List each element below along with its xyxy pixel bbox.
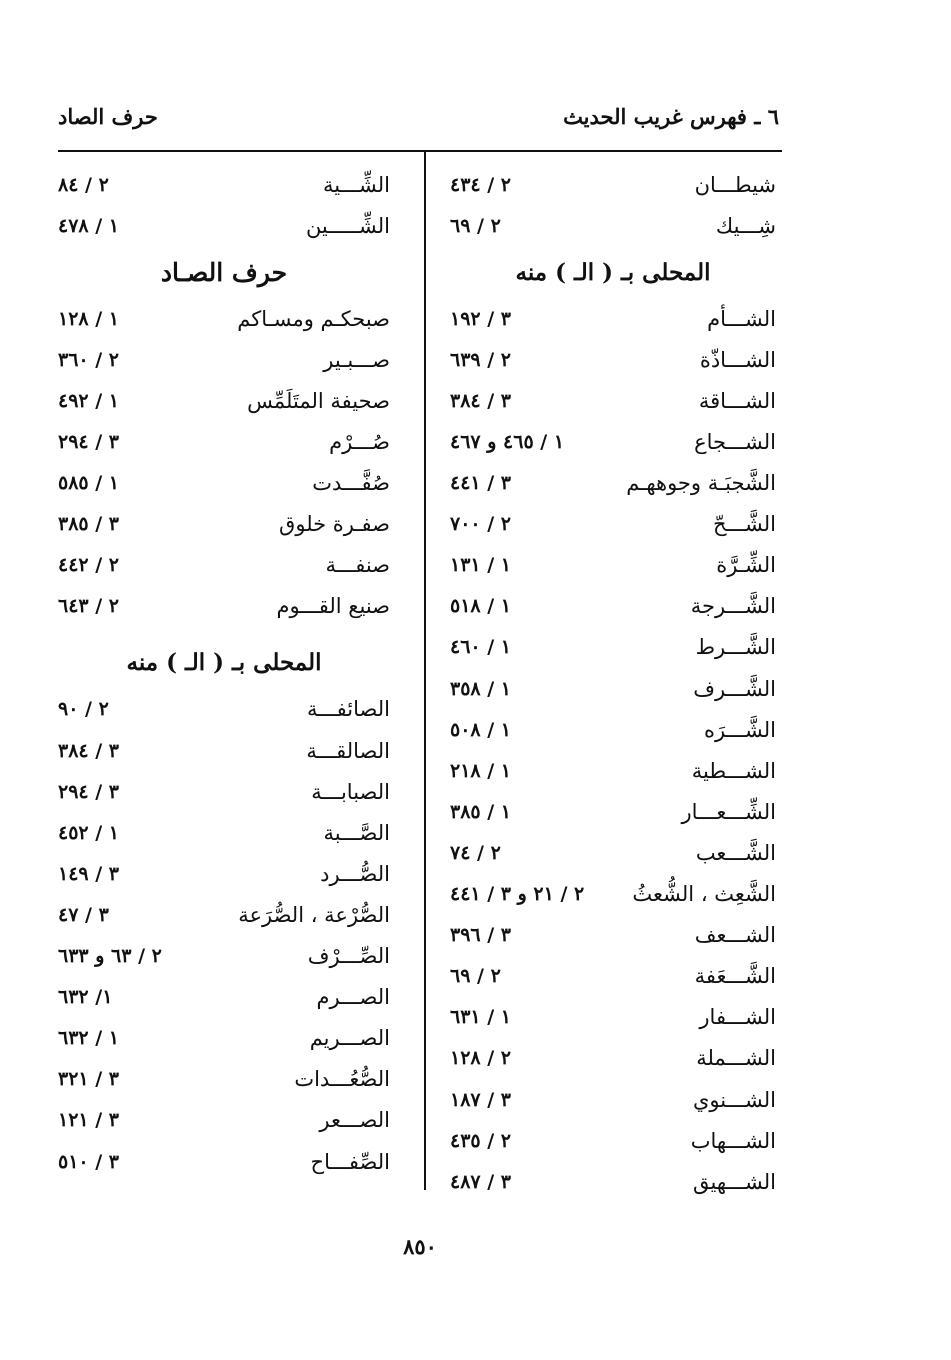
index-entry <box>450 504 776 545</box>
index-entry <box>58 380 390 421</box>
entry-word: الصـــريم <box>309 1026 390 1051</box>
entry-reference: ١ / ٣٨٥ <box>450 800 512 823</box>
entry-word: الشـــاقة <box>698 388 776 413</box>
entry-reference: ٣ / ٣٢١ <box>58 1068 120 1091</box>
page-number: ٨٥٠ <box>403 1234 437 1259</box>
index-entry <box>58 545 390 586</box>
index-entry <box>450 339 776 380</box>
entry-word: الشِّـرَّة <box>716 553 776 578</box>
entry-reference: ١ / ٦٣١ <box>450 1006 512 1029</box>
index-entry <box>450 298 776 339</box>
entry-word: الشـــاذّة <box>699 347 776 372</box>
entry-reference: ١ / ١٣١ <box>450 554 512 577</box>
index-entry <box>58 339 390 380</box>
entry-reference: ٢ / ٣٦٠ <box>58 348 120 371</box>
entry-word: شِـــيك <box>715 213 776 238</box>
index-entry <box>58 1141 390 1182</box>
right-column <box>450 164 776 1202</box>
entry-word: الصُّعُـــدات <box>294 1067 390 1092</box>
right-column-section-heading: المحلى بـ ( الـ ) منه <box>515 258 711 286</box>
left-column-subsection-entries <box>58 689 390 1182</box>
entry-word: صُفَّـــدت <box>312 471 390 496</box>
index-entry <box>58 463 390 504</box>
index-entry <box>58 894 390 935</box>
index-entry <box>58 298 390 339</box>
entry-reference: ٢ / ٤٤٢ <box>58 554 120 577</box>
entry-word: الشَّـــرَه <box>703 717 776 742</box>
section-spacer <box>58 627 390 637</box>
left-column-top-entries <box>58 164 390 246</box>
entry-word: الشـــهيق <box>693 1169 776 1194</box>
entry-reference: ٢ / ٤٣٤ <box>450 173 512 196</box>
index-entry <box>450 627 776 668</box>
index-entry <box>450 956 776 997</box>
entry-word: الصـــرم <box>316 985 390 1010</box>
entry-reference: ١ / ٥٨٥ <box>58 472 120 495</box>
entry-reference: ٣ / ٤٧ <box>58 903 109 926</box>
entry-word: الشـــملة <box>696 1046 776 1071</box>
index-entry <box>58 977 390 1018</box>
index-entry <box>450 463 776 504</box>
entry-reference: ٣ / ١٩٢ <box>450 307 512 330</box>
entry-reference: ١ / ٦٣٢ <box>58 1027 120 1050</box>
entry-reference: ٢ / ٨٤ <box>58 173 109 196</box>
entry-reference: ٢ / ٦٩ <box>450 214 501 237</box>
entry-word: الشـــفار <box>699 1005 776 1030</box>
index-entry <box>58 936 390 977</box>
entry-reference: ١ / ٢١٨ <box>450 759 512 782</box>
index-entry <box>58 771 390 812</box>
index-entry <box>450 1161 776 1202</box>
index-entry <box>58 730 390 771</box>
index-entry <box>450 997 776 1038</box>
entry-reference: ٣ / ٣٨٤ <box>450 389 512 412</box>
left-column-subsection-heading: المحلى بـ ( الـ ) منه <box>126 649 322 677</box>
index-entry <box>450 164 776 205</box>
entry-word: صحيفة المتَلَمِّس <box>247 388 390 413</box>
entry-reference: ١ / ٥٠٨ <box>450 718 512 741</box>
entry-word: الصُّـــرد <box>320 861 390 886</box>
entry-word: الشَّـــرف <box>693 676 776 701</box>
entry-word: الشِّـــــين <box>305 213 390 238</box>
column-divider <box>424 152 426 1190</box>
entry-reference: ٢ / ٦٣٩ <box>450 348 512 371</box>
entry-reference: ٣ / ١٨٧ <box>450 1088 512 1111</box>
entry-word: الصِّفـــاح <box>310 1149 390 1174</box>
entry-reference: ٣ / ٥١٠ <box>58 1150 120 1173</box>
index-entry <box>58 1100 390 1141</box>
entry-reference: ٣ / ٣٩٦ <box>450 924 512 947</box>
entry-reference: ٣ / ١٤٩ <box>58 862 120 885</box>
entry-word: الشَّجبَـة وجوههـم <box>626 471 776 496</box>
right-column-entries <box>450 298 776 1202</box>
running-header-title: ٦ ـ فهرس غريب الحديث <box>563 104 779 129</box>
index-entry <box>450 1038 776 1079</box>
left-column-section-heading: حرف الصـاد <box>160 257 288 287</box>
index-entry <box>450 915 776 956</box>
index-entry <box>450 205 776 246</box>
entry-word: الشـــأم <box>707 306 776 331</box>
entry-word: صنيع القـــوم <box>276 594 390 619</box>
entry-word: الشـــطية <box>691 758 776 783</box>
entry-word: الشـــجاع <box>694 430 776 455</box>
index-entry <box>450 832 776 873</box>
entry-word: الشَّـــعَفة <box>694 964 776 989</box>
entry-word: صـــبـير <box>323 347 390 372</box>
index-entry <box>58 205 390 246</box>
index-entry <box>58 586 390 627</box>
entry-reference: ١ / ٤٦٠ <box>450 636 512 659</box>
entry-word: الشِّـــية <box>322 172 390 197</box>
index-entry <box>450 874 776 915</box>
index-entry <box>450 380 776 421</box>
entry-reference: ١/ ٦٣٢ <box>58 986 113 1009</box>
left-column <box>58 164 390 1182</box>
index-entry <box>450 709 776 750</box>
entry-word: الشَّـــحّ <box>713 512 776 537</box>
entry-word: شيطـــان <box>694 172 776 197</box>
index-entry <box>58 689 390 730</box>
index-entry <box>450 586 776 627</box>
index-entry <box>450 668 776 709</box>
index-entry <box>58 421 390 462</box>
entry-reference: ١ / ٣٥٨ <box>450 677 512 700</box>
entry-word: الصالقـــة <box>306 738 390 763</box>
entry-reference: ١ / ٥١٨ <box>450 595 512 618</box>
entry-word: الشـــعف <box>694 923 776 948</box>
entry-word: الشَّـــرجة <box>690 594 776 619</box>
header-rule <box>58 150 782 152</box>
entry-word: الصبابـــة <box>311 779 390 804</box>
entry-reference: ٢ / ٤٣٥ <box>450 1129 512 1152</box>
index-entry <box>450 1120 776 1161</box>
running-header-section: حرف الصاد <box>58 104 158 129</box>
index-entry <box>450 750 776 791</box>
index-entry <box>58 812 390 853</box>
entry-word: الشـــنوي <box>692 1087 776 1112</box>
entry-word: الشَّعِث ، الشُّعثُ <box>632 882 776 907</box>
index-entry <box>450 421 776 462</box>
entry-reference: ٣ / ٢٩٤ <box>58 431 120 454</box>
entry-word: صبحكـم ومسـاكم <box>237 306 390 331</box>
entry-word: الصُّرْعة ، الصُّرَعة <box>238 902 390 927</box>
index-entry <box>58 504 390 545</box>
entry-reference: ٢ / ٦٣ و ٦٣٣ <box>58 945 162 968</box>
right-column-top-entries <box>450 164 776 246</box>
entry-reference: ٣ / ٣٨٥ <box>58 513 120 536</box>
entry-reference: ١ / ٤٥٢ <box>58 821 120 844</box>
entry-reference: ٣ / ٤٨٧ <box>450 1170 512 1193</box>
entry-reference: ٢ / ٧٤ <box>450 841 501 864</box>
entry-reference: ١ / ٤٧٨ <box>58 214 120 237</box>
index-entry <box>450 545 776 586</box>
index-entry <box>450 1079 776 1120</box>
entry-reference: ١ / ٤٦٥ و ٤٦٧ <box>450 431 565 454</box>
index-entry <box>58 1018 390 1059</box>
entry-word: صفـرة خلوق <box>279 512 390 537</box>
entry-word: الصِّـــرْف <box>307 944 390 969</box>
entry-reference: ٣ / ٣٨٤ <box>58 739 120 762</box>
entry-word: الشِّـــعـــار <box>681 799 776 824</box>
entry-word: الصائفـــة <box>306 697 390 722</box>
entry-word: الصـــعر <box>319 1108 390 1133</box>
entry-word: صنفـــة <box>325 553 390 578</box>
entry-reference: ٢ / ٦٩ <box>450 965 501 988</box>
entry-reference: ٢ / ٢١ و ٣ / ٤٤١ <box>450 883 585 906</box>
entry-reference: ٢ / ٦٤٣ <box>58 595 120 618</box>
entry-word: صُـــرْم <box>329 430 390 455</box>
entry-word: الشَّـــرط <box>695 635 776 660</box>
entry-reference: ١ / ٤٩٢ <box>58 389 120 412</box>
index-entry <box>58 164 390 205</box>
index-entry <box>58 853 390 894</box>
left-column-entries <box>58 298 390 627</box>
entry-word: الصَّـــبة <box>323 820 390 845</box>
index-entry <box>58 1059 390 1100</box>
entry-word: الشـــهاب <box>690 1128 776 1153</box>
entry-reference: ٢ / ٩٠ <box>58 698 109 721</box>
entry-reference: ٣ / ١٢١ <box>58 1109 120 1132</box>
index-entry <box>450 791 776 832</box>
entry-reference: ٢ / ١٢٨ <box>450 1047 512 1070</box>
entry-reference: ٣ / ٤٤١ <box>450 472 512 495</box>
entry-reference: ٣ / ٢٩٤ <box>58 780 120 803</box>
entry-reference: ١ / ١٢٨ <box>58 307 120 330</box>
entry-word: الشَّـــعب <box>695 840 776 865</box>
entry-reference: ٢ / ٧٠٠ <box>450 513 512 536</box>
